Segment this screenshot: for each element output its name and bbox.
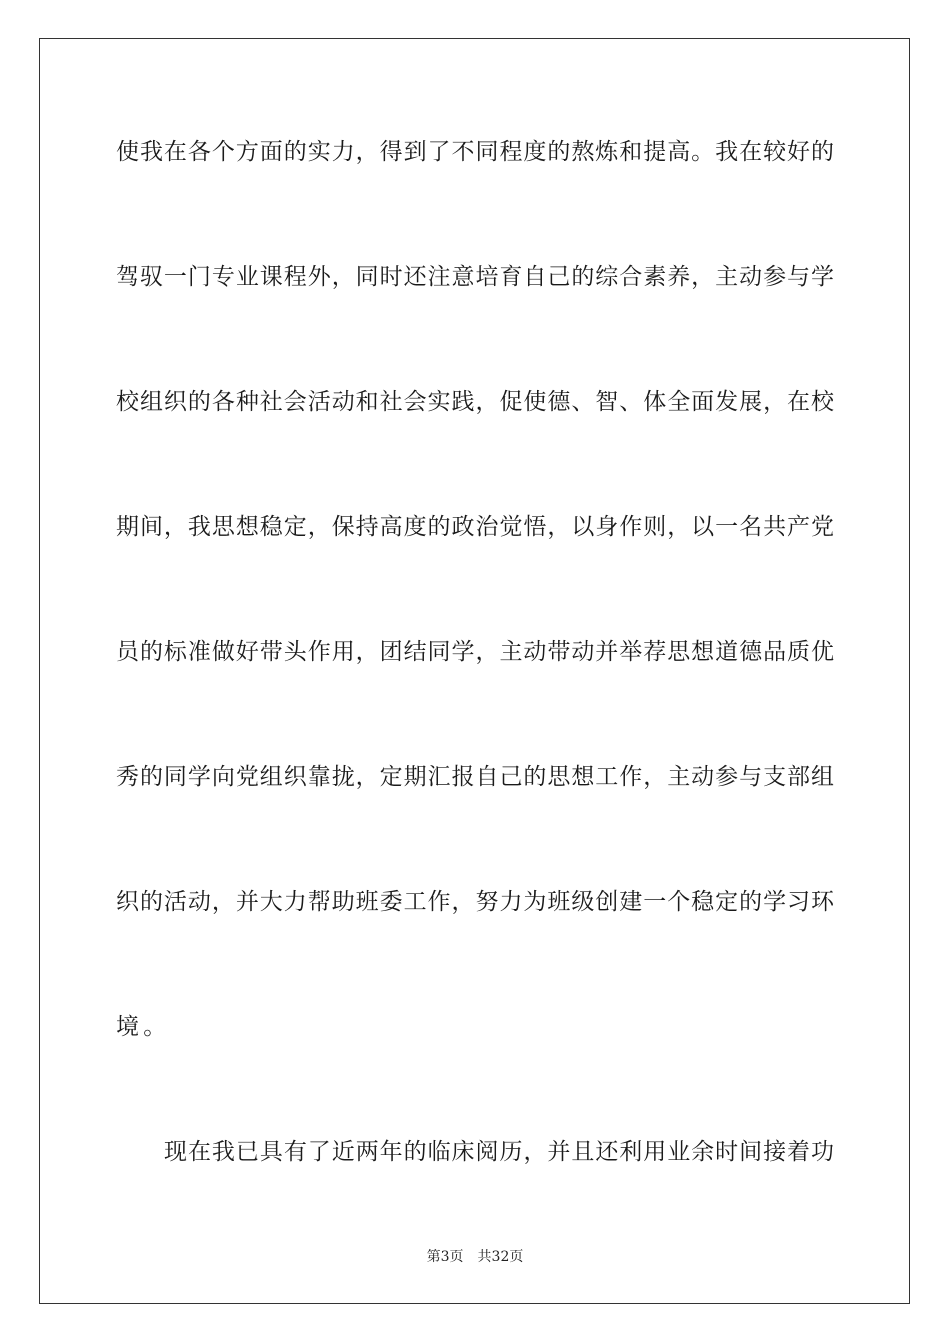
page-frame	[39, 38, 910, 1304]
text-line: 期间，我思想稳定，保持高度的政治觉悟，以身作则，以一名共产党	[116, 514, 834, 540]
text-line: 境。	[116, 1014, 171, 1040]
text-line: 员的标准做好带头作用，团结同学，主动带动并举荐思想道德品质优	[116, 639, 834, 665]
page-total: 共32页	[477, 1249, 524, 1265]
text-line: 使我在各个方面的实力，得到了不同程度的熬炼和提高。我在较好的	[116, 139, 834, 165]
text-line: 秀的同学向党组织靠拢，定期汇报自己的思想工作，主动参与支部组	[116, 764, 834, 790]
page-number: 第3页	[426, 1249, 464, 1265]
page-footer	[0, 1248, 950, 1266]
text-line: 织的活动，并大力帮助班委工作，努力为班级创建一个稳定的学习环	[116, 889, 834, 915]
text-line: 驾驭一门专业课程外，同时还注意培育自己的综合素养，主动参与学	[116, 264, 834, 290]
paragraph-first-line: 现在我已具有了近两年的临床阅历，并且还利用业余时间接着功	[164, 1139, 834, 1165]
text-line: 校组织的各种社会活动和社会实践，促使德、智、体全面发展，在校	[116, 389, 834, 415]
